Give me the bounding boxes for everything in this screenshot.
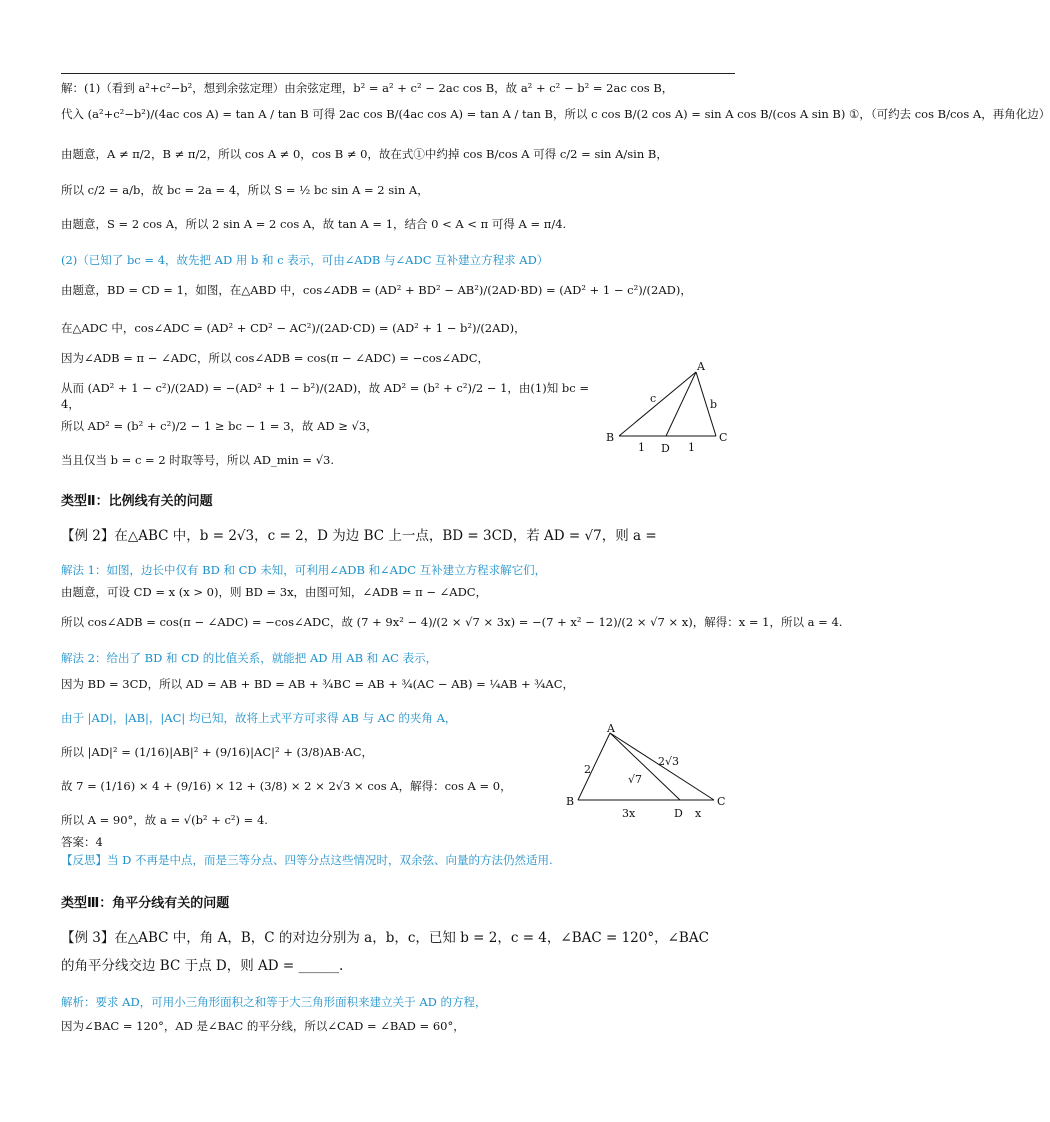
triangle-figure-2 — [562, 722, 737, 825]
solution-line: 所以 A = 90°，故 a = √(b² + c²) = 4. — [61, 813, 268, 827]
example-3-statement: 的角平分线交边 BC 于点 D，则 AD = ______. — [61, 958, 344, 974]
segment-bd-label: 1 — [638, 441, 645, 454]
vertex-a-label: A — [697, 360, 705, 373]
solution-line: 因为∠ADB = π − ∠ADC，所以 cos∠ADB = cos(π − ∠ADC) = −cos∠ADC， — [61, 351, 490, 365]
segment-dc-label: x — [695, 807, 702, 820]
side-ac-label: 2√3 — [658, 755, 680, 768]
side-ab-label: 2 — [584, 763, 591, 776]
solution-line: 由题意，BD = CD = 1，如图，在△ABD 中，cos∠ADB = (AD² + BD² − AB²)/(2AD·BD) = (AD² + 1 − c²)/(2AD)， — [61, 283, 692, 297]
solution-line: 所以 cos∠ADB = cos(π − ∠ADC) = −cos∠ADC，故 (7 + 9x² − 4)/(2 × √7 × 3x) = −(7 + x² − 12)/(2 × √7 × x)，解得：x = 1，所以 a = 4. — [61, 615, 843, 629]
vertex-c-label: C — [719, 431, 728, 444]
header-rule — [61, 73, 735, 74]
vertex-c-label: C — [717, 795, 726, 808]
solution-line: 因为∠BAC = 120°，AD 是∠BAC 的平分线，所以∠CAD = ∠BAD = 60°， — [61, 1019, 465, 1033]
solution-line: 解：(1)（看到 a²+c²−b²，想到余弦定理）由余弦定理，b² = a² + c² − 2ac cos B，故 a² + c² − b² = 2ac cos B， — [61, 81, 674, 95]
solution-line: 所以 |AD|² = (1/16)|AB|² + (9/16)|AC|² + (3/8)AB·AC， — [61, 745, 374, 759]
hint-line: (2)（已知了 bc = 4，故先把 AD 用 b 和 c 表示，可由∠ADB 与∠ADC 互补建立方程求 AD） — [61, 253, 549, 267]
solution-line: 代入 (a²+c²−b²)/(4ac cos A) = tan A / tan B 可得 2ac cos B/(4ac cos A) = tan A / tan B，所以 c cos B/(2 cos A) = sin A cos B/(cos A sin B) ①，（可约去 cos B/cos A，再角化边） — [61, 107, 1050, 121]
vertex-b-label: B — [566, 795, 575, 808]
segment-dc-label: 1 — [688, 441, 695, 454]
method-2-hint: 解法 2：给出了 BD 和 CD 的比值关系，就能把 AD 用 AB 和 AC 表示， — [61, 651, 438, 665]
solution-line: 因为 BD = 3CD，所以 AD = AB + BD = AB + ¾BC = AB + ¾(AC − AB) = ¼AB + ¾AC， — [61, 677, 574, 691]
triangle-figure-1 — [600, 360, 735, 460]
solution-line: 由题意，可设 CD = x (x > 0)，则 BD = 3x，由图可知，∠ADB = π − ∠ADC， — [61, 585, 488, 599]
vertex-b-label: B — [606, 431, 615, 444]
solution-line: 从而 (AD² + 1 − c²)/(2AD) = −(AD² + 1 − b²)/(2AD)，故 AD² = (b² + c²)/2 − 1，由(1)知 bc = 4， — [61, 381, 589, 411]
solution-line: 故 7 = (1/16) × 4 + (9/16) × 12 + (3/8) × 2 × 2√3 × cos A，解得：cos A = 0， — [61, 779, 512, 793]
example-3-statement: 【例 3】在△ABC 中，角 A，B，C 的对边分别为 a，b，c，已知 b = 2，c = 4，∠BAC = 120°，∠BAC — [61, 930, 709, 946]
reflection-line: 【反思】当 D 不再是中点，而是三等分点、四等分点这些情况时，双余弦、向量的方法仍然适用. — [61, 853, 553, 867]
segment-ad-label: √7 — [628, 773, 643, 786]
analysis-hint: 解析：要求 AD，可用小三角形面积之和等于大三角形面积来建立关于 AD 的方程， — [61, 995, 487, 1009]
method-1-hint: 解法 1：如图，边长中仅有 BD 和 CD 未知，可利用∠ADB 和∠ADC 互补建立方程求解它们， — [61, 563, 547, 577]
section-heading: 类型Ⅲ：角平分线有关的问题 — [61, 896, 230, 911]
side-b-label: b — [710, 398, 718, 411]
side-c-label: c — [650, 392, 657, 405]
solution-line: 所以 c/2 = a/b，故 bc = 2a = 4，所以 S = ½ bc sin A = 2 sin A， — [61, 183, 429, 197]
point-d-label: D — [674, 807, 683, 820]
solution-line: 在△ADC 中，cos∠ADC = (AD² + CD² − AC²)/(2AD·CD) = (AD² + 1 − b²)/(2AD)， — [61, 321, 526, 335]
solution-line: 所以 AD² = (b² + c²)/2 − 1 ≥ bc − 1 = 3，故 AD ≥ √3， — [61, 419, 378, 433]
answer-line: 答案：4 — [61, 835, 103, 849]
solution-line: 由题意，A ≠ π/2，B ≠ π/2，所以 cos A ≠ 0，cos B ≠ 0，故在式①中约掉 cos B/cos A 可得 c/2 = sin A/sin B， — [61, 147, 668, 161]
solution-line: 由题意，S = 2 cos A，所以 2 sin A = 2 cos A，故 tan A = 1，结合 0 < A < π 可得 A = π/4. — [61, 217, 567, 231]
example-2-statement: 【例 2】在△ABC 中，b = 2√3，c = 2，D 为边 BC 上一点，BD = 3CD，若 AD = √7，则 a = — [61, 528, 657, 544]
solution-line: 当且仅当 b = c = 2 时取等号，所以 AD_min = √3. — [61, 453, 334, 467]
hint-line: 由于 |AD|，|AB|，|AC| 均已知，故将上式平方可求得 AB 与 AC 的夹角 A， — [61, 711, 457, 725]
point-d-label: D — [661, 442, 670, 455]
section-heading: 类型Ⅱ：比例线有关的问题 — [61, 494, 213, 509]
segment-bd-label: 3x — [622, 807, 636, 820]
vertex-a-label: A — [607, 722, 615, 735]
